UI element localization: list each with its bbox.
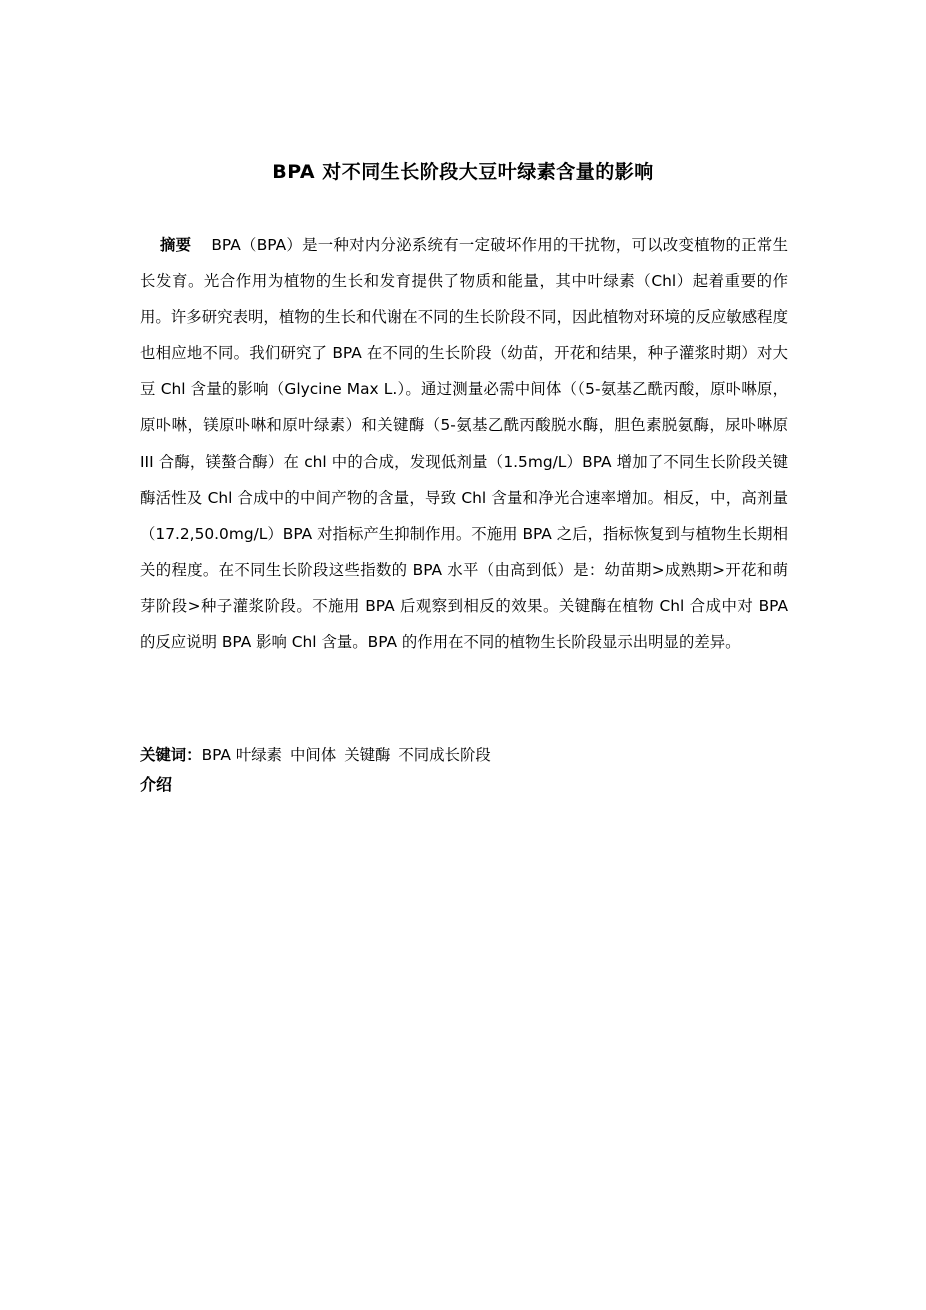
abstract-text: BPA（BPA）是一种对内分泌系统有一定破坏作用的干扰物，可以改变植物的正常生长发育。光合作用为植物的生长和发育提供了物质和能量，其中叶绿素（Chl）起着重要的作用。许多研究表明，植物的生长和代谢在不同的生长阶段不同，因此植物对环境的反应敏感程度也相应地不同。我们研究了 BPA 在不同的生长阶段（幼苗，开花和结果，种子灌浆时期）对大豆 Chl 含量的影响（Glycine Max L.）。通过测量必需中间体（（5-氨基乙酰丙酸，原卟啉原，原卟啉，镁原卟啉和原叶绿素）和关键酶（5-氨基乙酰丙酸脱水酶，胆色素脱氨酶，尿卟啉原 III 合酶，镁螯合酶）在 chl 中的合成，发现低剂量（1.5mg/L）BPA 增加了不同生长阶段关键酶活性及 Chl 合成中的中间产物的含量，导致 Chl 含量和净光合速率增加。相反，中，高剂量（17.2,50.0mg/L）BPA 对指标产生抑制作用。不施用 BPA 之后，指标恢复到与植物生长期相关的程度。在不同生长阶段这些指数的 BPA 水平（由高到低）是：幼苗期>成熟期>开花和萌芽阶段>种子灌浆阶段。不施用 BPA 后观察到相反的效果。关键酶在植物 Chl 合成中对 BPA 的反应说明 BPA 影响 Chl 含量。BPA 的作用在不同的植物生长阶段显示出明显的差异。: [140, 236, 788, 652]
keyword-item: 关键酶: [344, 746, 391, 764]
keywords-line: [140, 740, 788, 770]
paper-title: BPA 对不同生长阶段大豆叶绿素含量的影响: [272, 160, 654, 183]
keyword-item: 不同成长阶段: [398, 746, 491, 764]
keywords-label: 关键词：: [140, 746, 202, 764]
abstract-label: 摘要: [160, 236, 192, 254]
keyword-item: BPA 叶绿素: [201, 746, 283, 764]
keyword-item: 中间体: [290, 746, 337, 764]
abstract-paragraph: [140, 227, 788, 660]
introduction-heading: 介绍: [140, 775, 173, 794]
